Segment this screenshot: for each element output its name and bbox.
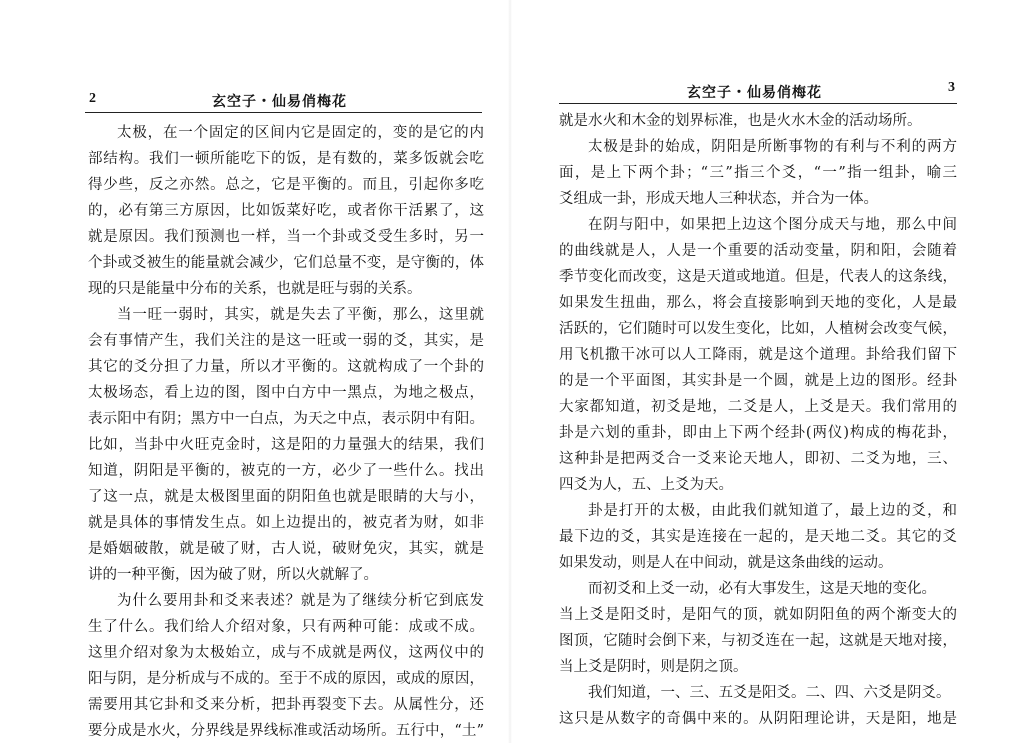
right-header-rule bbox=[559, 103, 957, 104]
text-line: 太极是卦的始成，阴阳是所断事物的有利与不利的两方 bbox=[588, 139, 957, 155]
text-line: 卦是打开的太极，由此我们就知道了，最上边的爻，和 bbox=[588, 503, 957, 519]
text-line: 我们知道，一、三、五爻是阳爻。二、四、六爻是阴爻。 bbox=[588, 685, 951, 701]
text-line: 比如，当卦中火旺克金时，这是阳的力量强大的结果，我们 bbox=[88, 437, 484, 453]
right-body-text bbox=[559, 108, 957, 732]
text-line: 用飞机撒干冰可以人工降雨，就是这个道理。卦给我们留下 bbox=[559, 347, 957, 363]
text-line: 的曲线就是人，人是一个重要的活动变量，阴和阳，会随着 bbox=[559, 243, 957, 259]
text-line: 这只是从数字的奇偶中来的。从阴阳理论讲，天是阳，地是 bbox=[559, 711, 957, 727]
text-line: 活跃的，它们随时可以发生变化，比如，人植树会改变气候， bbox=[559, 321, 957, 337]
left-body-text bbox=[88, 120, 484, 744]
text-line: 就是原因。我们预测也一样，当一个卦或爻受生多时，另一 bbox=[88, 229, 484, 245]
text-line: 当上爻是阴时，则是阴之顶。 bbox=[559, 659, 748, 675]
text-line: 讲的一种平衡，因为破了财，所以火就解了。 bbox=[88, 567, 378, 583]
text-line: 太极，在一个固定的区间内它是固定的，变的是它的内 bbox=[117, 125, 484, 141]
text-line: 在阴与阳中，如果把上边这个图分成天与地，那么中间 bbox=[588, 217, 957, 233]
text-line: 得少些，反之亦然。总之，它是平衡的。而且，引起你多吃 bbox=[88, 177, 484, 193]
text-line: 现的只是能量中分布的关系，也就是旺与弱的关系。 bbox=[88, 281, 422, 297]
text-line: 为什么要用卦和爻来表述？就是为了继续分析它到底发 bbox=[117, 593, 484, 609]
text-line: 了这一点，就是太极图里面的阴阳鱼也就是眼睛的大与小， bbox=[88, 489, 484, 505]
text-line: 表示阳中有阴；黑方中一白点，为天之中点，表示阴中有阳。 bbox=[88, 411, 484, 427]
text-line: 是婚姻破散，就是破了财，古人说，破财免灾，其实，就是 bbox=[88, 541, 484, 557]
text-line: 阳与阴，是分析成与不成的。至于不成的原因，或成的原因， bbox=[88, 671, 484, 687]
text-line: 爻组成一卦，形成天地人三种状态，并合为一体。 bbox=[559, 191, 878, 207]
text-line: 生了什么。我们给人介绍对象，只有两种可能：成或不成。 bbox=[88, 619, 484, 635]
text-line: 需要用其它卦和爻来分析，把卦再裂变下去。从属性分，还 bbox=[88, 697, 484, 713]
left-page-number: 2 bbox=[89, 91, 96, 106]
text-line: 的，必有第三方原因，比如饭菜好吃，或者你干活累了，这 bbox=[88, 203, 484, 219]
text-line: 个卦或爻被生的能量就会减少，它们总量不变，是守衡的，体 bbox=[88, 255, 484, 271]
right-running-title: 玄空子・仙易俏梅花 bbox=[687, 85, 822, 101]
text-line: 就是具体的事情发生点。如上边提出的，被克者为财，如非 bbox=[88, 515, 484, 531]
text-line: 面，是上下两个卦；“三”指三个爻，“一”指一组卦，喻三 bbox=[559, 165, 957, 181]
text-line: 图顶，它随时会倒下来，与初爻连在一起，这就是天地对接， bbox=[559, 633, 957, 649]
text-line: 如果发动，则是人在中间动，就是这条曲线的运动。 bbox=[559, 555, 893, 571]
text-line: 当一旺一弱时，其实，就是失去了平衡，那么，这里就 bbox=[117, 307, 484, 323]
text-line: 最下边的爻，其实是连接在一起的，是天地二爻。其它的爻 bbox=[559, 529, 957, 545]
text-line: 季节变化而改变，这是天道或地道。但是，代表人的这条线， bbox=[559, 269, 957, 285]
text-line: 四爻为人，五、上爻为天。 bbox=[559, 477, 733, 493]
text-line: 卦是六划的重卦，即由上下两个经卦(两仪)构成的梅花卦， bbox=[559, 425, 957, 441]
text-line: 部结构。我们一顿所能吃下的饭，是有数的，菜多饭就会吃 bbox=[88, 151, 484, 167]
text-line: 如果发生扭曲，那么，将会直接影响到天地的变化，人是最 bbox=[559, 295, 957, 311]
text-line: 其它的爻分担了力量，所以才平衡的。这就构成了一个卦的 bbox=[88, 359, 484, 375]
left-header-rule bbox=[85, 112, 482, 113]
text-line: 的是一个平面图，其实卦是一个圆，就是上边的图形。经卦 bbox=[559, 373, 957, 389]
text-line: 要分成是水火，分界线是界线标准或活动场所。五行中，“土” bbox=[88, 723, 484, 739]
text-line: 这里介绍对象为太极始立，成与不成就是两仪，这两仪中的 bbox=[88, 645, 484, 661]
text-line: 会有事情产生，我们关注的是这一旺或一弱的爻，其实，是 bbox=[88, 333, 484, 349]
text-line: 知道，阴阳是平衡的，被克的一方，必少了一些什么。找出 bbox=[88, 463, 484, 479]
left-running-title: 玄空子・仙易俏梅花 bbox=[212, 94, 347, 110]
text-line: 当上爻是阳爻时，是阳气的顶，就如阴阳鱼的两个渐变大的 bbox=[559, 607, 957, 623]
text-line: 就是水火和木金的划界标准，也是火水木金的活动场所。 bbox=[559, 113, 922, 129]
left-page-header bbox=[85, 91, 482, 111]
text-line: 大家都知道，初爻是地，二爻是人，上爻是天。我们常用的 bbox=[559, 399, 957, 415]
text-line: 这种卦是把两爻合一爻来论天地人，即初、二爻为地，三、 bbox=[559, 451, 957, 467]
text-line: 而初爻和上爻一动，必有大事发生，这是天地的变化。 bbox=[588, 581, 936, 597]
right-page-header bbox=[559, 82, 957, 102]
right-page-number: 3 bbox=[948, 80, 955, 95]
text-line: 太极场态，看上边的图，图中白方中一黑点，为地之极点， bbox=[88, 385, 484, 401]
book-gutter bbox=[508, 0, 512, 743]
